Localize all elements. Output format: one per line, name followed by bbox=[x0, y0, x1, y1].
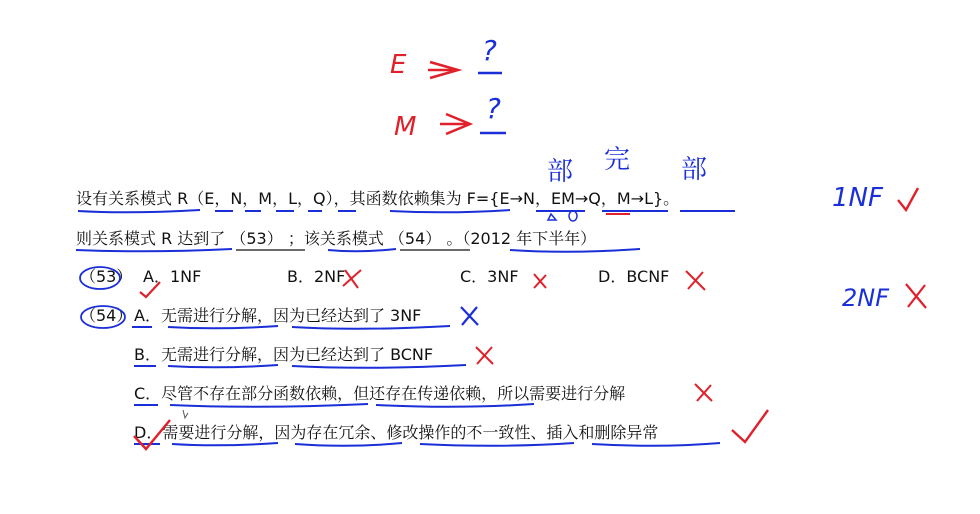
q54-option-d: D．需要进行分解，因为存在冗余、修改操作的不一致性、插入和删除异常 bbox=[134, 423, 659, 442]
underline-q-start bbox=[78, 210, 200, 212]
cross-q53-c-icon bbox=[534, 274, 546, 288]
checkmark-q54-d-right-icon bbox=[732, 410, 768, 442]
handwritten-1nf: 1NF bbox=[832, 183, 883, 213]
circle-mark-1 bbox=[569, 211, 577, 221]
checkmark-1nf-icon bbox=[898, 188, 918, 210]
handwritten-arrow-icon-2 bbox=[446, 114, 470, 134]
cross-q54-a-icon bbox=[461, 307, 478, 325]
cross-q54-c-icon bbox=[695, 384, 712, 401]
handwritten-note-bu-2: 部 bbox=[681, 155, 708, 185]
handwritten-question-mark-2: ? bbox=[486, 92, 501, 125]
q53-option-b: B．2NF bbox=[287, 267, 346, 286]
underline-54-a bbox=[168, 326, 450, 329]
underline-54-c bbox=[170, 404, 534, 407]
handwritten-question-mark-1: ? bbox=[482, 34, 497, 67]
q54-label: （54） bbox=[80, 306, 133, 325]
q53-option-c: C．3NF bbox=[460, 267, 519, 286]
question-line-1: 设有关系模式 R（E，N，M，L，Q），其函数依赖集为 F={E→N，EM→Q，M→L}。 bbox=[76, 189, 680, 208]
triangle-mark-1 bbox=[548, 214, 556, 220]
cursor-icon bbox=[183, 410, 188, 418]
handwritten-arrow-icon bbox=[430, 62, 458, 78]
handwritten-m-arrow-m: M bbox=[394, 112, 417, 142]
underline-year bbox=[510, 249, 640, 252]
underline-54-d bbox=[172, 443, 720, 446]
cross-q53-d-icon bbox=[686, 271, 705, 290]
q53-option-d: D．BCNF bbox=[598, 267, 670, 286]
underline-line2-a bbox=[76, 249, 232, 251]
q54-option-b: B．无需进行分解，因为已经达到了 BCNF bbox=[134, 345, 434, 364]
q53-option-a: A．1NF bbox=[143, 267, 202, 286]
question-line-2: 则关系模式 R 达到了 （53） ；该关系模式 （54） 。（2012 年下半年） bbox=[76, 229, 597, 248]
cross-q54-b-icon bbox=[476, 347, 493, 364]
handwritten-note-wan: 完 bbox=[604, 145, 631, 175]
handwritten-2nf: 2NF bbox=[842, 284, 890, 312]
q53-label: （53） bbox=[80, 267, 133, 286]
underline-54-b bbox=[168, 365, 466, 368]
underline-fd-set bbox=[390, 210, 510, 212]
handwritten-e-arrow-e: E bbox=[390, 50, 407, 80]
underline-line2-b bbox=[328, 249, 396, 251]
q54-option-a: A．无需进行分解，因为已经达到了 3NF bbox=[134, 306, 422, 325]
handwritten-note-bu-1: 部 bbox=[547, 157, 574, 187]
cross-2nf-icon bbox=[906, 284, 926, 308]
cross-q53-b-icon bbox=[343, 270, 361, 288]
q54-option-c: C．尽管不存在部分函数依赖，但还存在传递依赖，所以需要进行分解 bbox=[134, 384, 626, 403]
